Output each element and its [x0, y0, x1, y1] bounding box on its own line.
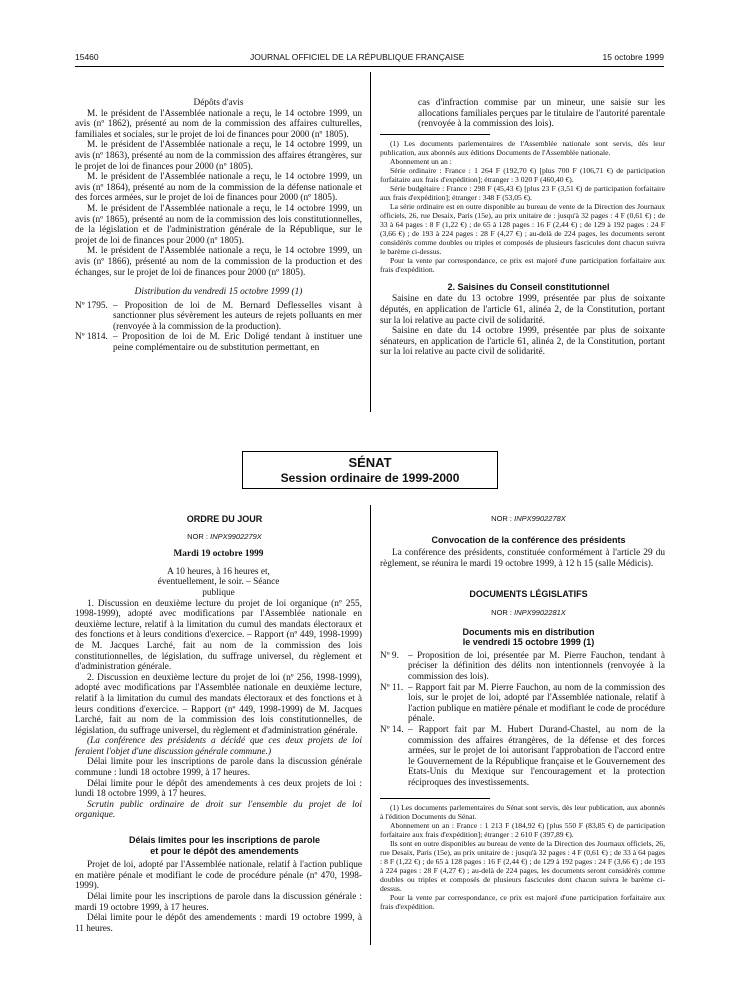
column-divider: [370, 72, 371, 412]
delais-heading: Délais limites pour les inscriptions de parole: [128, 835, 321, 846]
agenda-item: 2. Discussion en deuxième lecture du projet de loi (nº 256, 1998-1999), adopté avec modifications par l'Assemblée nationale en deuxième lecture, relatif à la limitation du cumul des mandats électoraux et des fonctions et à leurs conditions d'exercice. – Rapport (nº 449, 1998-1999) de M. Jacques Larché, fait au nom de la commission des lois constitutionnelles, de législation, du suffrage universel, du règlement et d'administration générale.: [75, 672, 362, 736]
entry-number: Nº 9.: [380, 650, 399, 661]
header-rule: [75, 66, 664, 67]
document-entry: [75, 332, 362, 353]
senat-title-box: [242, 451, 498, 489]
entry-text: – Proposition de loi, présentée par M. Pierre Fauchon, tendant à préciser la définition des délits non intentionnels (renvoyée à la commission des lois).: [408, 650, 665, 682]
avis-paragraph: M. le président de l'Assemblée nationale a reçu, le 14 octobre 1999, un avis (nº 1864), présenté au nom de la commission de la défense nationale et des forces armées, sur le projet de loi de finances pour 2000 (nº 1805).: [75, 172, 362, 204]
footnote-text: Pour la vente par correspondance, ce prix est majoré d'une participation forfaitaire aux frais d'expédition.: [380, 893, 665, 912]
footnote-rule: [380, 798, 490, 799]
footnote-text: (1) Les documents parlementaires du Sénat sont servis, dès leur publication, aux abonnés à l'édition Documents du Sénat.: [380, 803, 665, 822]
document-entry: [75, 301, 362, 333]
entry-number: Nº 11.: [380, 682, 404, 693]
scrutin-note: Scrutin public ordinaire de droit sur l'ensemble du projet de loi organique.: [75, 799, 362, 821]
nor-label: NOR :: [491, 514, 513, 523]
page-number: 15460: [75, 52, 99, 62]
delais-paragraph: Projet de loi, adopté par l'Assemblée nationale, relatif à l'action publique en matière pénale et modifiant le code de procédure pénale (nº 470, 1998-1999).: [75, 860, 362, 892]
footnote-rule: [380, 134, 490, 135]
ordre-du-jour-heading: ORDRE DU JOUR: [186, 514, 263, 524]
seance-date: Mardi 19 octobre 1999: [173, 549, 264, 560]
saisines-heading: 2. Saisines du Conseil constitutionnel: [447, 281, 610, 292]
nor-reference: [75, 532, 362, 543]
document-entry: [380, 651, 665, 683]
convocation-heading: Convocation de la conférence des présidents: [431, 534, 626, 545]
entry-text: – Rapport fait par M. Pierre Fauchon, au nom de la commission des lois, sur le projet de loi, adopté par l'Assemblée nationale, relatif à l'action publique en matière pénale et modifiant le code de procédure pénale.: [408, 682, 665, 725]
footnote-block: [380, 139, 665, 274]
footnote-text: Série ordinaire : France : 1 264 F (192,70 €) [plus 700 F (106,71 €) de participation forfaitaire aux frais d'expédition]; étranger : 3 020 F (460,40 €).: [380, 165, 665, 184]
senat-title: SÉNAT: [348, 455, 392, 470]
right-top-column: [380, 98, 665, 358]
conference-note: (La conférence des présidents a décidé que ces deux projets de loi feraient l'objet d'une discussion générale commune.): [75, 736, 362, 757]
delai-amendements: Délai limite pour le dépôt des amendements à ces deux projets de loi : lundi 18 octobre 1999, à 17 heures.: [75, 778, 362, 800]
delais-paragraph: Délai limite pour le dépôt des amendements : mardi 19 octobre 1999, à 11 heures.: [75, 913, 362, 934]
footnote-text: Abonnement un an : France : 1 213 F (184,92 €) [plus 550 F (83,85 €) de participation forfaitaire aux frais d'expédition]; étranger : 2 610 F (397,89 €).: [380, 821, 665, 840]
footnote-text: La série ordinaire est en outre disponible au bureau de vente de la Direction des Journaux officiels, 26, rue Desaix, Paris (15e), au prix unitaire de : jusqu'à 32 pages : 4 F (0,61 €) ; de 33 à 64 pages : 8 F (1,22 €) ; de 65 à 128 pages : 16 F (2,44 €) ; de 129 à 192 pages : 24 F (3,66 €) ; de 193 à 224 pages : 28 F (4,27 €) ; au-delà de 224 pages, les documents seront considérés comme doubles ou triples et composés de plusieurs fascicules dont chacun suivra le barème ci-dessus.: [380, 201, 665, 256]
footnote-text: Ils sont en outre disponibles au bureau de vente de la Direction des Journaux officiels, 26, rue Desaix, Paris (15e), au prix unitaire de : jusqu'à 32 pages : 4 F (0,61 €) ; de 33 à 64 pages : 8 F (1,22 €) ; de 65 à 128 pages : 16 F (2,44 €) ; de 129 à 192 pages : 24 F (3,66 €) ; de 193 à 224 pages : 28 F (4,27 €) ; au-delà de 224 pages, les documents seront considérés comme doubles ou triples et composés de plusieurs fascicules dont chacun suivra le barème ci-dessus.: [380, 839, 665, 894]
page-header: [75, 52, 664, 64]
right-bottom-column: [380, 514, 665, 911]
footnote-text: Abonnement un an :: [390, 156, 452, 166]
nor-label: NOR :: [187, 531, 209, 541]
footnote-text: Pour la vente par correspondance, ce prix est majoré d'une participation forfaitaire aux frais d'expédition.: [380, 255, 665, 274]
document-entry: [380, 725, 665, 789]
left-bottom-column: [75, 514, 362, 934]
avis-paragraph: M. le président de l'Assemblée nationale a reçu, le 14 octobre 1999, un avis (nº 1865), présenté au nom de la commission des lois constitutionnelles, de la législation et de l'administration générale de la République, sur le projet de loi de finances pour 2000 (nº 1805).: [75, 203, 362, 246]
saisine-paragraph: Saisine en date du 14 octobre 1999, présentée par plus de soixante sénateurs, en application de l'article 61, alinéa 2, de la Constitution, portant sur la loi relative au pacte civil de solidarité.: [380, 326, 665, 358]
distribution-heading-line2: le vendredi 15 octobre 1999 (1): [462, 637, 595, 648]
journal-title: JOURNAL OFFICIEL DE LA RÉPUBLIQUE FRANÇAISE: [250, 52, 465, 62]
nor-label: NOR :: [491, 607, 513, 617]
documents-heading: DOCUMENTS LÉGISLATIFS: [469, 589, 588, 600]
delais-paragraph: Délai limite pour les inscriptions de parole dans la discussion générale : mardi 19 octobre 1999, à 17 heures.: [75, 892, 362, 913]
entry-number: Nº 1795.: [75, 300, 108, 311]
avis-paragraph: M. le président de l'Assemblée nationale a reçu, le 14 octobre 1999, un avis (nº 1862), présenté au nom de la commission des affaires culturelles, familiales et sociales, sur le projet de loi de finances pour 2000 (nº 1805).: [75, 108, 362, 140]
nor-reference: [380, 608, 665, 619]
distribution-heading: Distribution du vendredi 15 octobre 1999 (1): [134, 287, 303, 298]
footnote-text: (1) Les documents parlementaires de l'Assemblée nationale sont servis, dès leur publication, aux abonnés aux éditions Documents de l'Assemblée nationale.: [380, 138, 665, 157]
entry-number: Nº 1814.: [75, 332, 108, 343]
entry-continuation: cas d'infraction commise par un mineur, une saisie sur les allocations familiales perçues par le titulaire de l'autorité parentale (renvoyée à la commission des lois).: [418, 98, 665, 130]
avis-paragraph: M. le président de l'Assemblée nationale a reçu, le 14 octobre 1999, un avis (nº 1866), présenté au nom de la commission de la production et des échanges, sur le projet de loi de finances pour 2000 (nº 1805).: [75, 246, 362, 278]
nor-code: INPX9902281X: [514, 607, 566, 617]
nor-code: INPX9902279X: [210, 531, 262, 541]
entry-text: – Proposition de loi de M. Bernard Deflesselles visant à sanctionner plus sévèrement les auteurs de rejets polluants en mer (renvoyée à la commission de la production).: [113, 300, 362, 332]
nor-code: INPX9902278X: [514, 514, 566, 523]
distribution-heading: Documents mis en distribution: [462, 626, 595, 637]
depots-avis-heading: Dépôts d'avis: [193, 98, 244, 108]
footnote-block: [380, 803, 665, 911]
session-subtitle: Session ordinaire de 1999-2000: [280, 471, 460, 485]
convocation-text: La conférence des présidents, constituée conformément à l'article 29 du règlement, se réunira le mardi 19 octobre 1999, à 12 h 15 (salle Médicis).: [380, 548, 665, 569]
entry-text: – Proposition de loi de M. Eric Doligé tendant à instituer une peine complémentaire ou de substitution permettant, en: [113, 332, 362, 354]
seance-time: A 10 heures, à 16 heures et, éventuellement, le soir. – Séance publique: [157, 566, 280, 598]
nor-reference: [380, 514, 665, 525]
saisine-paragraph: Saisine en date du 13 octobre 1999, présentée par plus de soixante députés, en application de l'article 61, alinéa 2, de la Constitution, portant sur la loi relative au pacte civil de solidarité.: [380, 294, 665, 326]
entry-number: Nº 14.: [380, 724, 404, 735]
delai-inscription: Délai limite pour les inscriptions de parole dans la discussion générale commune : lundi 18 octobre 1999, à 17 heures.: [75, 757, 362, 779]
entry-text: – Rapport fait par M. Hubert Durand-Chastel, au nom de la commission des affaires étrangères, de la défense et des forces armées, sur le projet de loi autorisant l'approbation de l'accord entre le Gouvernement de la République française et le Gouvernement des Etats-Unis du Mexique sur l'encouragement et la protection réciproques des investissements.: [408, 724, 665, 788]
document-entry: [380, 683, 665, 725]
delais-heading-line2: et pour le dépôt des amendements: [150, 845, 299, 856]
header-date: 15 octobre 1999: [602, 52, 664, 62]
left-top-column: [75, 98, 362, 354]
footnote-text: Série budgétaire : France : 298 F (45,43 €) [plus 23 F (3,51 €) de participation forfaitaire aux frais d'expédition]; étranger : 348 F (53,05 €).: [380, 183, 665, 202]
agenda-item: 1. Discussion en deuxième lecture du projet de loi organique (nº 255, 1998-1999), adopté avec modifications par l'Assemblée nationale en deuxième lecture, relatif à la limitation du cumul des mandats électoraux et des fonctions et à leurs conditions d'exercice. – Rapport (nº 449, 1998-1999) de M. Jacques Larché, fait au nom de la commission des lois constitutionnelles, de législation, du suffrage universel, du règlement et d'administration générale.: [75, 598, 362, 673]
column-divider: [370, 505, 371, 945]
avis-paragraph: M. le président de l'Assemblée nationale a reçu, le 14 octobre 1999, un avis (nº 1863), présenté au nom de la commission des affaires étrangères, sur le projet de loi de finances pour 2000 (nº 1805).: [75, 140, 362, 172]
